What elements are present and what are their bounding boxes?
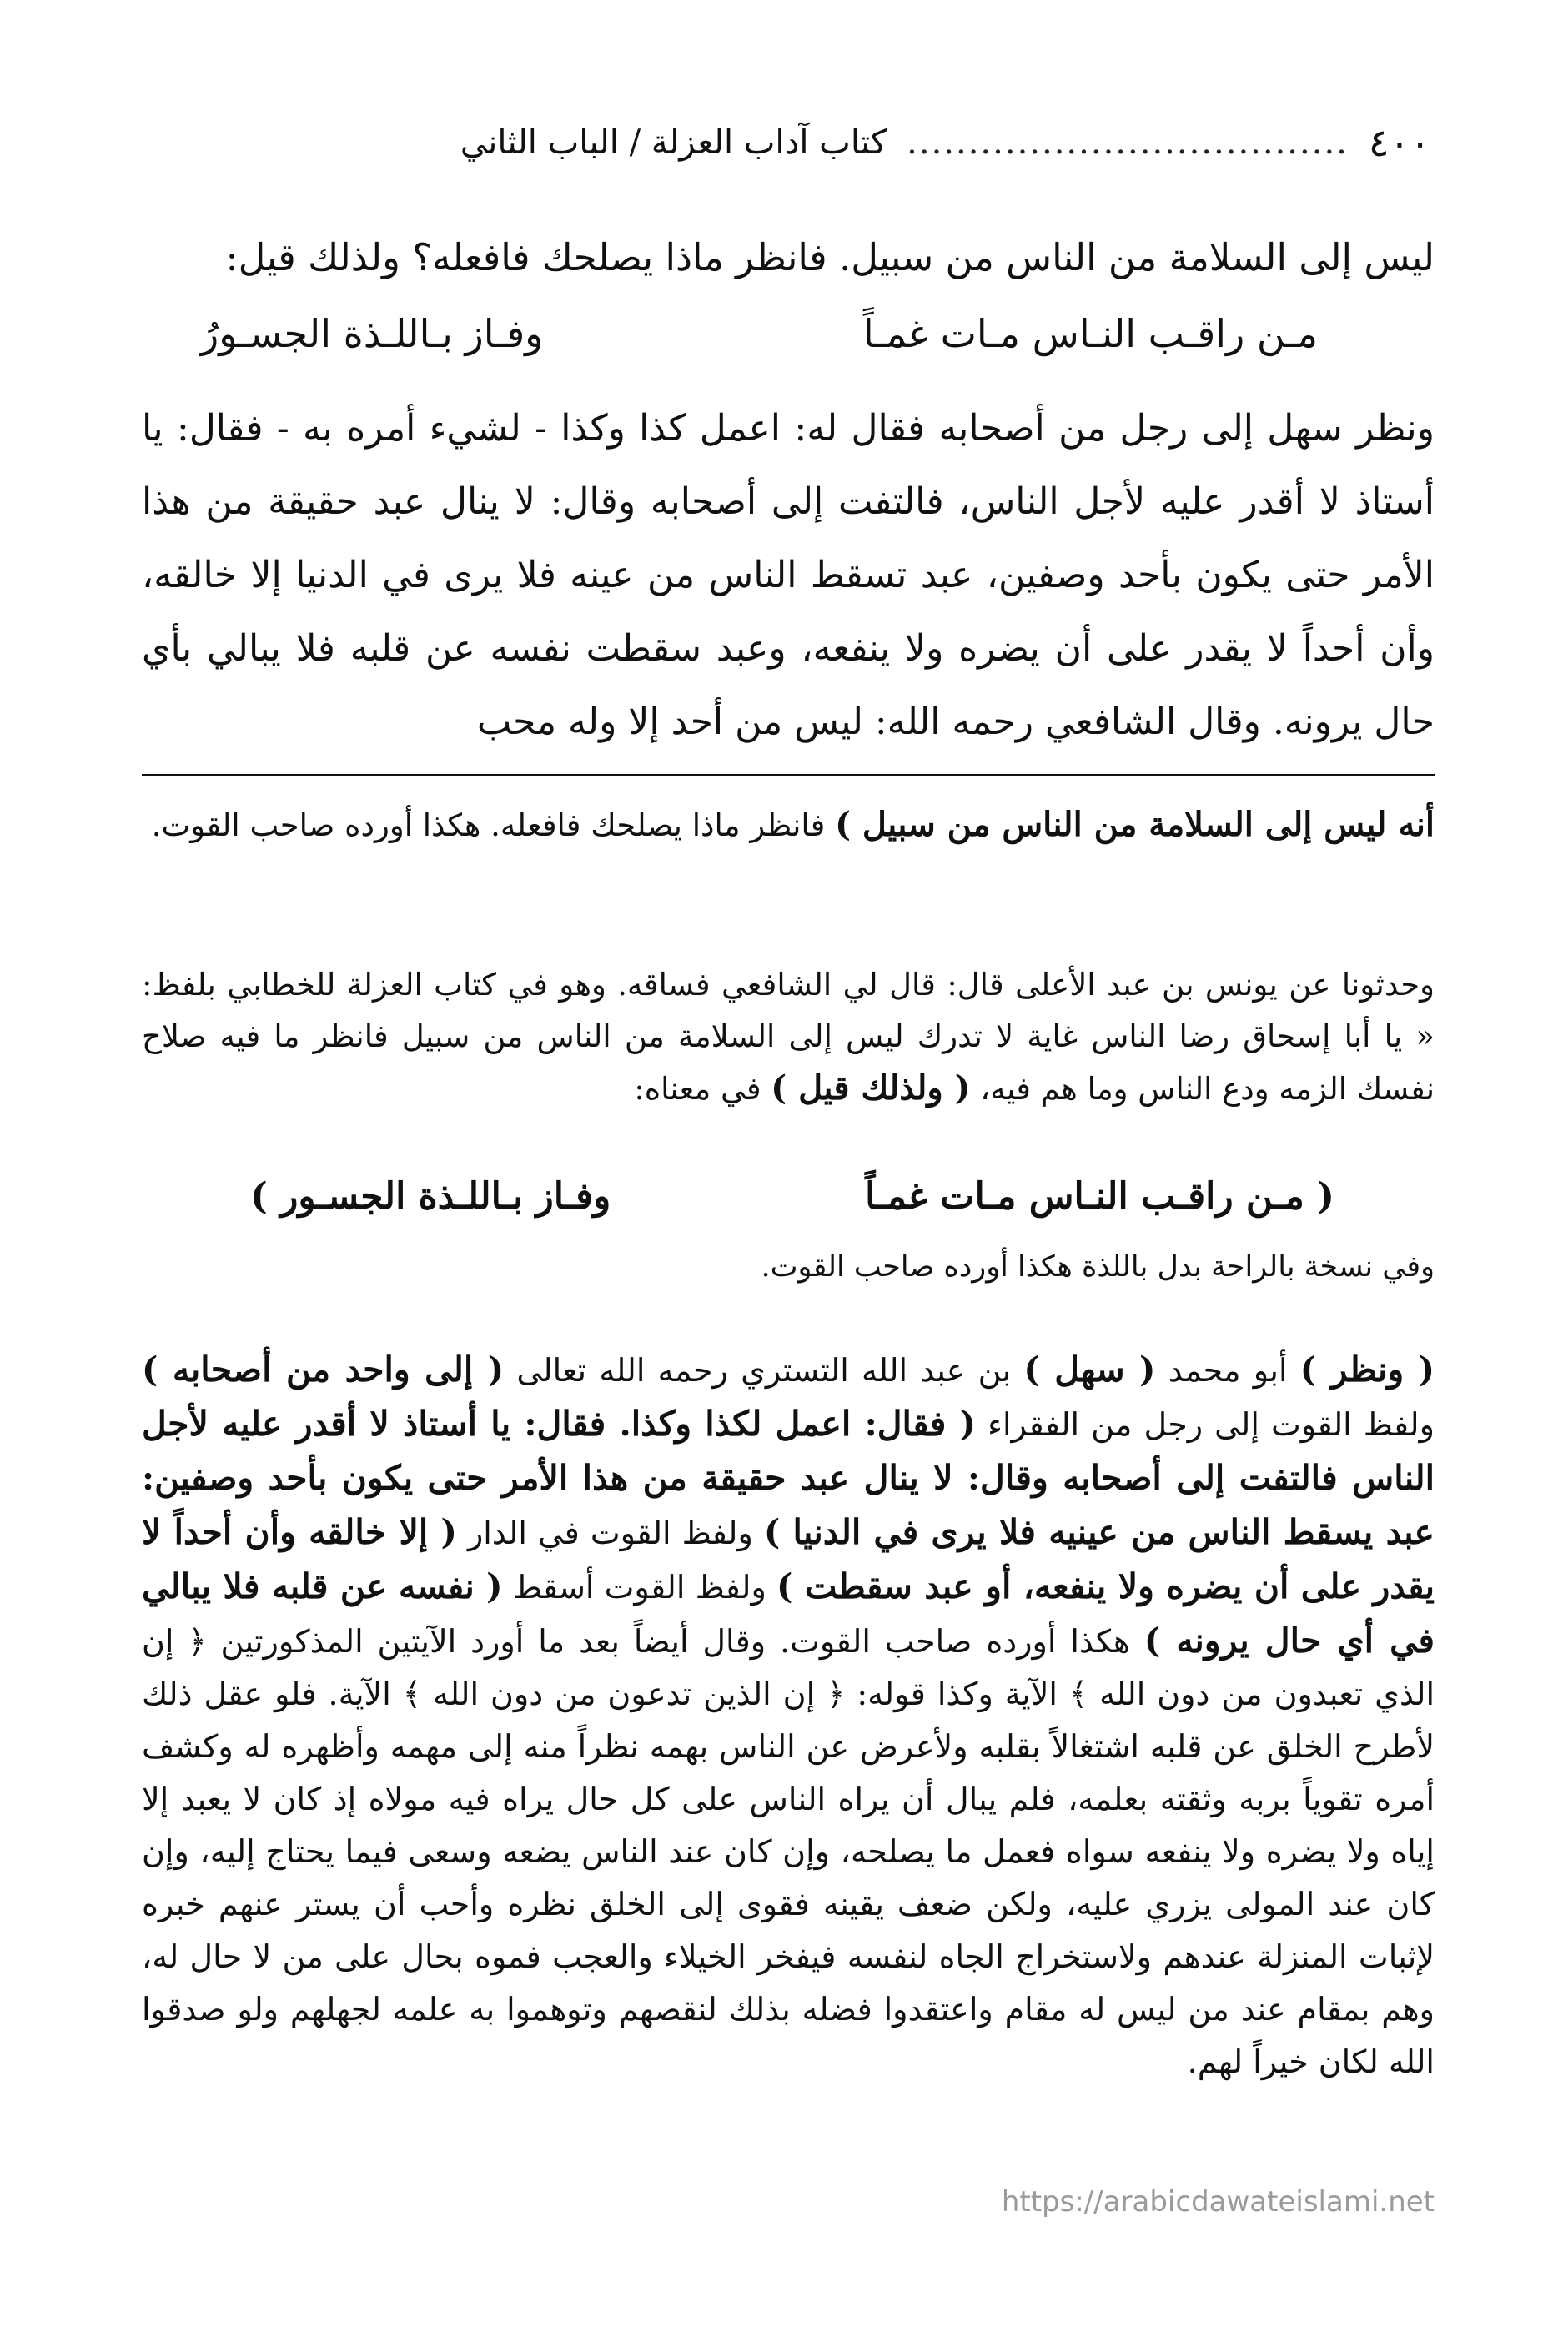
commentary-paragraph-2 xyxy=(142,959,1435,1115)
quoted-text: ( إلى واحد من أصحابه ) xyxy=(142,1349,505,1390)
commentary-text: فانظر ماذا يصلحك فافعله. هكذا أورده صاحب القوت. xyxy=(151,807,836,843)
commentary-text: ولفظ القوت أسقط xyxy=(502,1569,777,1606)
header-dots: .................................... xyxy=(907,123,1349,162)
verse-first-hemistich: ( مـن راقـب النـاس مـات غمـاً xyxy=(865,1175,1334,1218)
commentary-text: أبو محمد xyxy=(1155,1352,1300,1389)
commentary-text: في معناه: xyxy=(634,1071,771,1107)
commentary-text: هكذا أورده صاحب القوت. وقال أيضاً بعد ما أورد الآيتين المذكورتين ﴿ إن الذي تعبدون من دون الله ﴾ الآية وكذا قوله: ﴿ إن الذين تدعون من دون الله ﴾ الآية. فلو عقل ذلك لأطرح الخلق عن قلبه اشتغالاً بقلبه ولأعرض عن الناس بهمه نظراً منه إلى مهمه وأظهره له وكشف أمره تقوياً بربه وثقته بعلمه، فلم يبال أن يراه الناس على كل حال يراه فيه مولاه إذ كان لا يعبد إلا إياه ولا يضره ولا ينفعه سواه فعمل ما يصلحه، وإن كان عند الناس يضعه وسعى فيما يحتاج إليه، وإن كان عند المولى يزري عليه، ولكن ضعف يقينه فقوى إلى الخلق نظره وأحب أن يستر عنهم خبره لإثبات المنزلة عندهم ولاستخراج الجاه لنفسه فيفخر الخيلاء والعجب فموه بحال على من لا حال له، وهم بمقام عند من ليس له مقام واعتقدوا فضله بذلك لنقصهم وتوهموا به علمه لجهلهم ولو صدقوا الله لكان خيراً لهم. xyxy=(142,1623,1435,2080)
commentary-text: بن عبد الله التستري رحمه الله تعالى xyxy=(504,1352,1024,1389)
main-paragraph: ونظر سهل إلى رجل من أصحابه فقال له: اعمل كذا وكذا - لشيء أمره به - فقال: يا أستاذ لا أقدر عليه لأجل الناس، فالتفت إلى أصحابه وقال: لا ينال عبد حقيقة من هذا الأمر حتى يكون بأحد وصفين، عبد تسقط الناس من عينه فلا يرى في الدنيا إلا خالقه، وأن أحداً لا يقدر على أن يضره ولا ينفعه، وعبد سقطت نفسه عن قلبه فلا يبالي بأي حال يرونه. وقال الشافعي رحمه الله: ليس من أحد إلا وله محب xyxy=(142,407,1435,743)
watermark-url: https://arabicdawateislami.net xyxy=(1001,2185,1435,2219)
text-commentary-divider xyxy=(142,774,1435,776)
page-header xyxy=(142,113,1430,172)
quoted-text: ( ولذلك قيل ) xyxy=(771,1068,971,1108)
verse-first-hemistich: مـن راقـب النـاس مـات غمـاً xyxy=(862,311,1318,356)
commentary-paragraph-1 xyxy=(142,799,1435,852)
commentary-text: وحدثونا عن يونس بن عبد الأعلى قال: قال لي الشافعي فساقه. وهو في كتاب العزلة للخطابي بلفظ: « يا أبا إسحاق رضا الناس غاية لا تدرك ليس إلى السلامة من الناس من سبيل فانظر ما فيه صلاح نفسك الزمه ودع الناس وما هم فيه، xyxy=(142,967,1435,1107)
verse-second-hemistich: وفـاز بـاللـذة الجسـور ) xyxy=(250,1175,611,1218)
verse-second-hemistich: وفـاز بـاللـذة الجسـورُ xyxy=(200,311,544,356)
quoted-text: أنه ليس إلى السلامة من الناس من سبيل ) xyxy=(835,805,1435,844)
quoted-text: ( سهل ) xyxy=(1023,1349,1156,1390)
quoted-text: ( نفسه عن قلبه فلا يبالي في أي حال يرونه ) xyxy=(142,1566,1435,1661)
running-title: كتاب آداب العزلة / الباب الثاني xyxy=(460,123,887,162)
commentary-text: ولفظ القوت في الدار xyxy=(456,1515,764,1551)
quoted-text: ( ونظر ) xyxy=(1299,1349,1435,1390)
commentary-text: ولفظ القوت إلى رجل من الفقراء xyxy=(976,1406,1435,1443)
commentary-paragraph-4 xyxy=(142,1343,1435,2088)
quoted-text: ( إلا خالقه وأن أحداً لا يقدر على أن يضره ولا ينفعه، أو عبد سقطت ) xyxy=(142,1511,1435,1606)
quoted-text: ( فقال: اعمل لكذا وكذا. فقال: يا أستاذ لا أقدر عليه لأجل الناس فالتفت إلى أصحابه وقال: لا ينال عبد حقيقة من هذا الأمر حتى يكون بأحد وصفين: عبد يسقط الناس من عينيه فلا يرى في الدنيا ) xyxy=(142,1403,1435,1552)
main-verse xyxy=(200,300,1318,367)
main-text-line1 xyxy=(142,221,1435,294)
commentary-verse xyxy=(250,1168,1334,1226)
main-line: ليس إلى السلامة من الناس من سبيل. فانظر ماذا يصلحك فافعله؟ ولذلك قيل: xyxy=(225,235,1435,279)
page-number: ٤٠٠ xyxy=(1368,120,1430,165)
commentary-paragraph-3: وفي نسخة بالراحة بدل باللذة هكذا أورده صاحب القوت. xyxy=(761,1250,1435,1284)
